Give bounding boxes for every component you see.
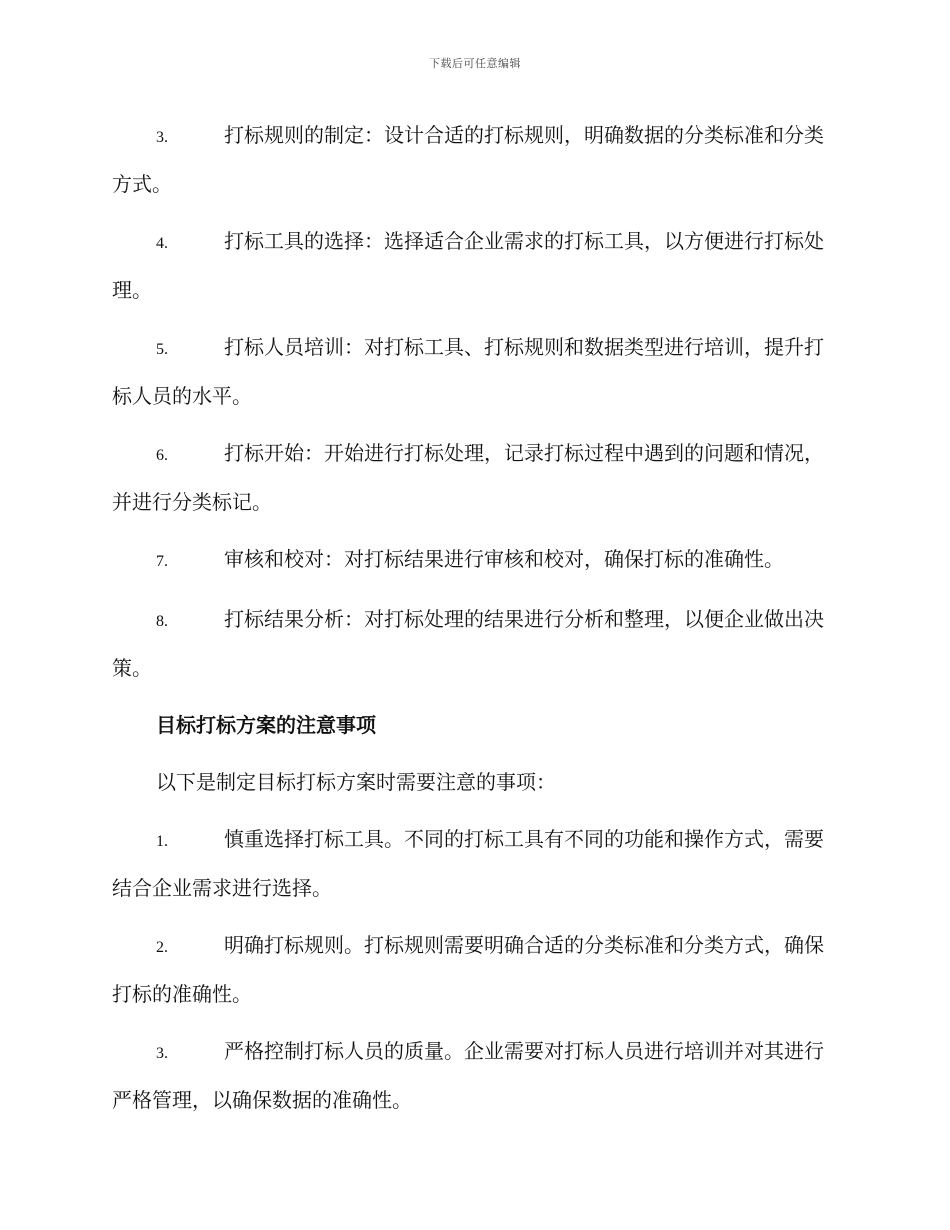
list-item (112, 430, 832, 525)
list-item-number: 2. (156, 939, 168, 956)
list-item-text: 打标工具的选择：选择适合企业需求的打标工具，以方便进行打标处理。 (112, 229, 824, 302)
page-header: 下载后可任意编辑 (429, 57, 521, 70)
section-intro: 以下是制定目标打标方案时需要注意的事项： (156, 770, 556, 794)
list-item-text: 打标人员培训：对打标工具、打标规则和数据类型进行培训，提升打标人员的水平。 (112, 335, 824, 408)
list-item-text: 明确打标规则。打标规则需要明确合适的分类标准和分类方式，确保打标的准确性。 (112, 933, 824, 1006)
list-item (112, 218, 832, 313)
list-item-number: 3. (156, 129, 168, 146)
list-item-text: 审核和校对：对打标结果进行审核和校对，确保打标的准确性。 (224, 547, 784, 571)
list-item-text: 慎重选择打标工具。不同的打标工具有不同的功能和操作方式，需要结合企业需求进行选择。 (112, 827, 824, 900)
list-item-number: 3. (156, 1045, 168, 1062)
list-item (112, 536, 832, 585)
list-item-text: 打标规则的制定：设计合适的打标规则，明确数据的分类标准和分类方式。 (112, 123, 824, 196)
list-item-number: 4. (156, 235, 168, 252)
list-item (112, 1028, 832, 1123)
document-body (112, 112, 832, 1134)
list-item-number: 6. (156, 447, 168, 464)
list-item-number: 1. (156, 833, 168, 850)
list-item-text: 打标开始：开始进行打标处理，记录打标过程中遇到的问题和情况，并进行分类标记。 (112, 441, 824, 514)
list-item-text: 打标结果分析：对打标处理的结果进行分析和整理，以便企业做出决策。 (112, 607, 824, 680)
list-item-text: 严格控制打标人员的质量。企业需要对打标人员进行培训并对其进行严格管理，以确保数据的准确性。 (112, 1039, 824, 1112)
section-heading: 目标打标方案的注意事项 (156, 713, 376, 737)
list-item (112, 816, 832, 911)
list-item (112, 324, 832, 419)
list-item-number: 5. (156, 341, 168, 358)
list-item (112, 596, 832, 691)
list-item (112, 112, 832, 207)
list-item-number: 8. (156, 613, 168, 630)
list-item-number: 7. (156, 553, 168, 570)
list-item (112, 922, 832, 1017)
